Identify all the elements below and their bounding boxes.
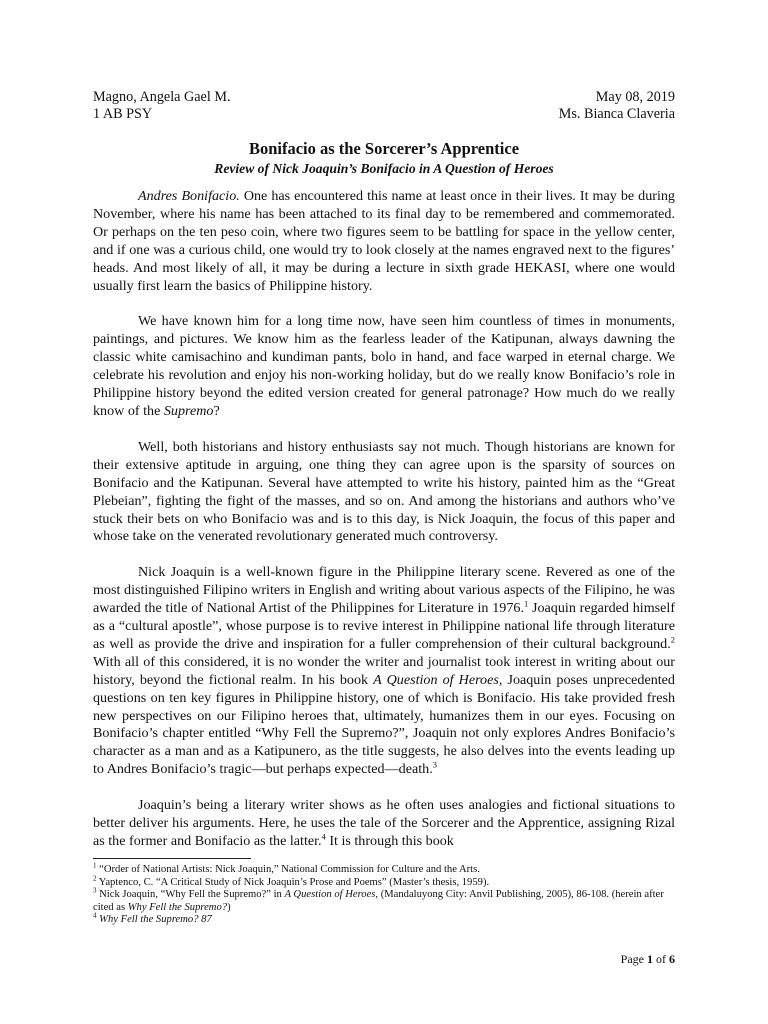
body-text <box>93 188 675 851</box>
paper-title: Bonifacio as the Sorcerer’s Apprentice <box>248 139 520 158</box>
footnote-ref-4: 4 <box>321 831 326 842</box>
total-pages: 6 <box>669 952 675 966</box>
paragraph-2-text: We have known him for a long time now, have seen him countless of times in monuments, paintings, and pictures. We know him as the fearless leader of the Katipunan, always dawning the classic white camisachino and kundiman pants, bolo in hand, and face warped in eternal charge. We celebrate his revolution and enjoy his non-working holiday, but do we really know Bonifacio’s role in Philippine history beyond the edited version created for general patronage? How much do we really know of the <box>93 313 675 419</box>
footnote-ref-2: 2 <box>670 634 675 645</box>
paragraph-4-text-c: With all of this considered, it is no wonder the writer and journalist took interest in writing about our history, beyond the fictional realm. In his book <box>93 653 675 688</box>
student-name: Magno, Angela Gael M. <box>93 89 231 105</box>
footnote-1 <box>93 861 675 877</box>
footnote-text: Nick Joaquin, “Why Fell the Supremo?” in <box>96 889 285 901</box>
footnote-pages: 87 <box>198 914 212 926</box>
paragraph-5-text-b: It is through this book <box>325 833 454 849</box>
footnote-number: 1 <box>93 861 97 870</box>
paragraph-5 <box>93 797 675 851</box>
paragraph-1-text: One has encountered this name at least once in their lives. It may be during November, where his name has been attached to its final day to be remembered and commemorated. Or perhaps on the ten peso coin, where two figures seem to be battling for space in the yellow center, and if one was a curious child, one would try to look closely at the names engraved next to the figures’ heads. And most likely of all, it may be during a lecture in sixth grade HEKASI, where one would usually first learn the basics of Philippine history. <box>93 188 675 294</box>
footnote-short-title: Why Fell the Supremo? <box>99 914 199 926</box>
footnote-number: 3 <box>93 886 97 895</box>
section: 1 AB PSY <box>93 106 153 122</box>
page-of-label: of <box>653 952 669 966</box>
paragraph-4 <box>93 564 675 779</box>
footnote-number: 4 <box>93 911 97 920</box>
footnote-ref-1: 1 <box>523 598 529 609</box>
paragraph-2-emphasis: Supremo <box>163 402 214 419</box>
footnotes <box>93 861 675 927</box>
footnote-separator <box>93 858 251 859</box>
page-number <box>621 952 675 967</box>
paragraph-2 <box>93 313 675 420</box>
paragraph-3-text: Well, both historians and history enthusiasts say not much. Though historians are known for their extensive aptitude in arguing, one thing they can agree upon is the sparsity of sources on Bonifacio and the Katipunan. Several have attempted to write his history, painted him as the “Great Plebeian”, fighting the fight of the masses, and so on. And among the historians and authors who’ve stuck their bets on who Bonifacio was and is to this day, is Nick Joaquin, the focus of this paper and whose take on the venerated revolutionary generated much controversy. <box>93 438 675 545</box>
footnote-number: 2 <box>93 874 97 883</box>
footnote-3 <box>93 886 675 914</box>
footnote-4 <box>93 911 675 927</box>
page-label: Page <box>620 952 647 966</box>
current-page: 1 <box>647 952 653 966</box>
footnote-ref-3: 3 <box>432 759 437 770</box>
book-title: A Question of Heroes <box>373 671 499 688</box>
paragraph-5-text-a: Joaquin’s being a literary writer shows as he often uses analogies and fictional situations to better deliver his arguments. Here, he uses the tale of the Sorcerer and the Apprentice, assigning Rizal as the former and Bonifacio as the latter. <box>93 797 675 849</box>
footnote-text: “Order of National Artists: Nick Joaquin,” National Commission for Culture and the Arts. <box>96 864 480 875</box>
footnote-2 <box>93 874 675 890</box>
paragraph-4-text-b: Joaquin regarded himself as a “cultural apostle”, whose purpose is to revive interest in Philippine national life through literature as well as provide the drive and inspiration for a fuller comprehension of their cultural background. <box>93 600 676 652</box>
paper-subtitle: Review of Nick Joaquin’s Bonifacio in A Question of Heroes <box>214 161 554 176</box>
paragraph-1-lead: Andres Bonifacio. <box>138 188 240 204</box>
footnote-short-title: Why Fell the Supremo? <box>127 901 228 913</box>
paragraph-1 <box>93 188 675 295</box>
instructor: Ms. Bianca Claveria <box>558 106 675 122</box>
footnote-text: Yaptenco, C. “A Critical Study of Nick Joaquin’s Prose and Poems” (Master’s thesis, 1959). <box>96 876 490 888</box>
paragraph-4-text-d: , Joaquin poses unprecedented questions on ten key figures in Philippine history, one of which is Bonifacio. His take provided fresh new perspectives on our Filipino heroes that, ultimately, humanizes them in our eyes. Focusing on Bonifacio’s chapter entitled “Why Fell the Supremo?”, Joaquin not only explores Andres Bonifacio’s character as a man and as a Katipunero, as the title suggests, he also delves into the events leading up to Andres Bonifacio’s tragic—but perhaps expected—death. <box>93 671 675 778</box>
paragraph-4-text-a: Nick Joaquin is a well-known figure in the Philippine literary scene. Revered as one of the most distinguished Filipino writers in English and writing about various aspects of the Filipino, he was awarded the title of National Artist of the Philippines for Literature in 1976. <box>93 564 675 617</box>
footnote-text: ) <box>227 901 231 913</box>
date: May 08, 2019 <box>595 89 675 105</box>
footnote-book-title: A Question of Heroes <box>284 889 376 901</box>
footnote-text: , (Mandaluyong City: Anvil Publishing, 2005), 86-108. (herein after cited as <box>93 889 664 913</box>
paragraph-3 <box>93 439 675 546</box>
paragraph-2-tail: ? <box>213 402 220 419</box>
